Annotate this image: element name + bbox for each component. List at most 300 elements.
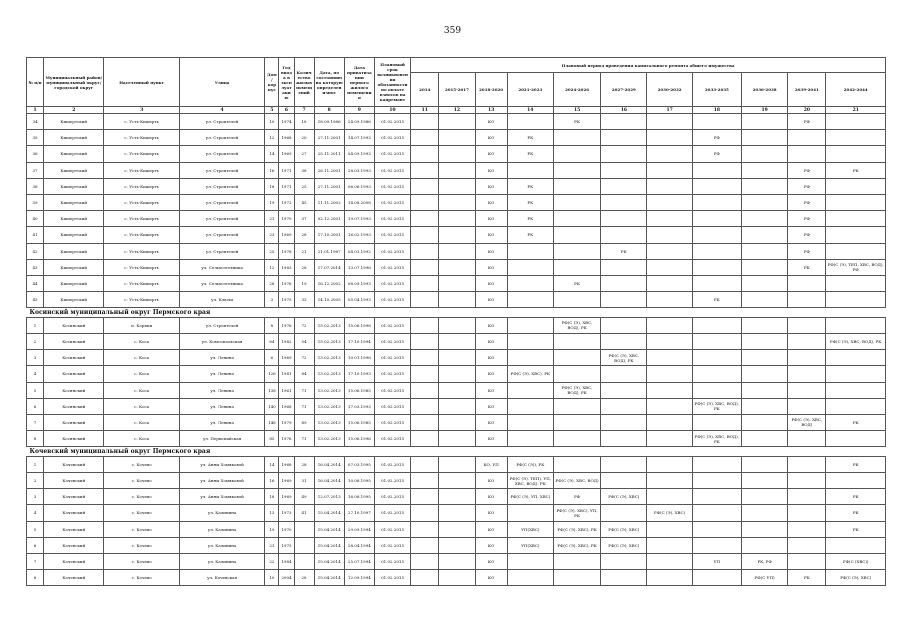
period-mark-cell	[601, 227, 647, 243]
period-mark-cell: КО	[475, 194, 507, 210]
house-cell: 13	[265, 505, 279, 521]
municipality-cell: Кишертский	[44, 178, 104, 194]
table-row	[27, 537, 886, 553]
table-row	[27, 366, 886, 382]
period-mark-cell	[411, 414, 439, 430]
year-cell: 1975	[279, 292, 294, 308]
row-number: 8	[27, 570, 44, 586]
settlement-cell: с. Кочево	[104, 521, 179, 537]
house-cell: 16	[265, 472, 279, 488]
period-mark-cell	[411, 456, 439, 472]
date-state-cell: 15.04.2014	[314, 553, 344, 569]
date-privatization-cell: 28.04.1994	[344, 537, 374, 553]
period-mark-cell: РК	[826, 489, 886, 505]
period-mark-cell	[411, 521, 439, 537]
row-number: 6	[27, 537, 44, 553]
period-mark-cell	[507, 259, 553, 275]
period-mark-cell	[507, 553, 553, 569]
flats-cell: 71	[294, 398, 314, 414]
settlement-cell: с. Усть-Кишерть	[104, 211, 179, 227]
house-cell: 14	[265, 146, 279, 162]
municipality-cell: Кочевский	[44, 553, 104, 569]
period-mark-cell	[601, 317, 647, 333]
street-cell: ул. Калинина	[179, 553, 264, 569]
street-cell: ул. Сельхозтехника	[179, 259, 264, 275]
year-cell: 1978	[279, 243, 294, 259]
period-mark-cell	[741, 162, 787, 178]
column-number: 13	[475, 107, 507, 114]
street-cell: ул. Строителей	[179, 211, 264, 227]
flats-cell: 31	[294, 472, 314, 488]
street-cell: ул. Первомайская	[179, 431, 264, 447]
year-cell: 1971	[279, 178, 294, 194]
period-mark-cell	[439, 553, 475, 569]
period-mark-cell	[826, 398, 886, 414]
period-mark-cell	[411, 431, 439, 447]
date-state-cell: 17.10.2001	[314, 227, 344, 243]
date-privatization-cell: 10.08.1995	[344, 472, 374, 488]
deadline-cell: 01.02.2015	[374, 146, 410, 162]
house-cell: 23	[265, 227, 279, 243]
year-cell: 1975	[279, 537, 294, 553]
table-row	[27, 382, 886, 398]
date-privatization-cell: 16.08.1995	[344, 489, 374, 505]
period-mark-cell: РФ	[788, 194, 826, 210]
date-state-cell: 17.07.2014	[314, 259, 344, 275]
period-mark-cell	[741, 489, 787, 505]
period-mark-cell	[411, 275, 439, 291]
flats-cell: 25	[294, 178, 314, 194]
year-cell: 1982	[279, 333, 294, 349]
period-mark-cell	[826, 366, 886, 382]
period-mark-cell	[692, 275, 741, 291]
municipality-cell: Косинский	[44, 333, 104, 349]
period-mark-cell	[692, 472, 741, 488]
table-row	[27, 398, 886, 414]
period-mark-cell	[411, 333, 439, 349]
period-mark-cell	[647, 317, 692, 333]
period-mark-cell	[439, 146, 475, 162]
table-row	[27, 178, 886, 194]
period-mark-cell: КО	[475, 553, 507, 569]
period-mark-cell	[553, 570, 600, 586]
period-mark-cell	[826, 194, 886, 210]
period-mark-cell	[692, 114, 741, 130]
period-mark-cell	[692, 162, 741, 178]
row-number: 44	[27, 275, 44, 291]
period-mark-cell	[507, 431, 553, 447]
deadline-cell: 01.02.2015	[374, 521, 410, 537]
row-number: 41	[27, 227, 44, 243]
period-mark-cell	[439, 398, 475, 414]
house-cell: 28	[265, 275, 279, 291]
year-cell: 1961	[279, 382, 294, 398]
period-mark-cell	[741, 178, 787, 194]
flats-cell: 37	[294, 211, 314, 227]
period-mark-cell: КО	[475, 243, 507, 259]
row-number: 43	[27, 259, 44, 275]
flats-cell: 84	[294, 366, 314, 382]
period-mark-cell	[439, 130, 475, 146]
period-mark-cell	[741, 456, 787, 472]
period-mark-cell: РФ(С (Э), УП, ХВС)	[507, 489, 553, 505]
period-mark-cell	[411, 130, 439, 146]
street-cell: ул. Строителей	[179, 114, 264, 130]
date-privatization-cell: 14.08.2008	[344, 194, 374, 210]
deadline-cell: 01.02.2015	[374, 130, 410, 146]
date-privatization-cell: 15.06.1998	[344, 317, 374, 333]
settlement-cell: с. Усть-Кишерть	[104, 194, 179, 210]
table-row	[27, 414, 886, 430]
table-row	[27, 317, 886, 333]
period-mark-cell	[439, 162, 475, 178]
period-mark-cell	[826, 211, 886, 227]
period-mark-cell	[507, 333, 553, 349]
house-cell: 10	[265, 114, 279, 130]
municipality-cell: Кишертский	[44, 130, 104, 146]
column-number: 5	[265, 107, 279, 114]
period-mark-cell	[411, 114, 439, 130]
period-mark-cell: РФ	[692, 130, 741, 146]
municipality-cell: Кишертский	[44, 114, 104, 130]
period-mark-cell	[788, 505, 826, 521]
house-cell: 126	[265, 366, 279, 382]
deadline-cell: 01.02.2015	[374, 194, 410, 210]
table-row	[27, 505, 886, 521]
date-privatization-cell: 13.07.1996	[344, 259, 374, 275]
period-mark-cell	[411, 211, 439, 227]
municipality-cell: Косинский	[44, 414, 104, 430]
municipality-cell: Кочевский	[44, 472, 104, 488]
settlement-cell: с. Кочево	[104, 456, 179, 472]
period-mark-cell: РФ	[553, 489, 600, 505]
date-privatization-cell: 17.03.1993	[344, 398, 374, 414]
date-state-cell: 02.12.2001	[314, 211, 344, 227]
flats-cell: 72	[294, 317, 314, 333]
street-cell: ул. Строителей	[179, 317, 264, 333]
period-mark-cell	[601, 456, 647, 472]
flats-cell: 20	[294, 130, 314, 146]
municipality-cell: Кишертский	[44, 243, 104, 259]
period-mark-cell	[741, 292, 787, 308]
date-privatization-cell: 27.10.1997	[344, 505, 374, 521]
period-mark-cell	[507, 243, 553, 259]
period-mark-cell: КО	[475, 431, 507, 447]
period-mark-cell	[553, 146, 600, 162]
flats-cell	[294, 537, 314, 553]
flats-cell: 33	[294, 292, 314, 308]
period-mark-cell: РК	[826, 414, 886, 430]
period-mark-cell	[439, 489, 475, 505]
flats-cell: 18	[294, 114, 314, 130]
settlement-cell: с. Коса	[104, 366, 179, 382]
flats-cell: 45	[294, 194, 314, 210]
flats-cell: 28	[294, 227, 314, 243]
period-mark-cell	[439, 472, 475, 488]
period-mark-cell: УП(ХВС)	[507, 521, 553, 537]
row-number: 3	[27, 350, 44, 366]
period-mark-cell	[601, 570, 647, 586]
period-mark-cell: КО	[475, 227, 507, 243]
flats-cell: 28	[294, 456, 314, 472]
period-mark-cell: РК	[507, 178, 553, 194]
period-mark-cell	[788, 317, 826, 333]
period-mark-cell	[411, 259, 439, 275]
column-number: 3	[104, 107, 179, 114]
period-mark-cell: РФ(С (Э), ХВС)	[601, 521, 647, 537]
period-mark-cell	[692, 211, 741, 227]
period-mark-cell: РК	[553, 114, 600, 130]
period-mark-cell	[788, 366, 826, 382]
capital-repair-register-table	[26, 57, 886, 586]
period-mark-cell: РФ	[788, 227, 826, 243]
house-cell: 19	[265, 521, 279, 537]
date-privatization-cell: 16.02.1993	[344, 227, 374, 243]
period-mark-cell	[788, 275, 826, 291]
period-mark-cell	[647, 431, 692, 447]
date-state-cell: 27.11.2001	[314, 178, 344, 194]
header-street: Улица	[179, 58, 264, 107]
column-number: 17	[647, 107, 692, 114]
table-row	[27, 570, 886, 586]
flats-cell: 41	[294, 505, 314, 521]
year-cell: 1976	[279, 275, 294, 291]
street-cell: ул. Строителей	[179, 227, 264, 243]
municipality-cell: Косинский	[44, 317, 104, 333]
period-mark-cell	[692, 259, 741, 275]
deadline-cell: 01.02.2015	[374, 505, 410, 521]
period-mark-cell	[553, 398, 600, 414]
period-mark-cell: УП	[692, 553, 741, 569]
period-mark-cell	[553, 243, 600, 259]
period-mark-cell: РФ	[788, 178, 826, 194]
table-row	[27, 146, 886, 162]
settlement-cell: с. Коса	[104, 350, 179, 366]
period-mark-cell	[411, 570, 439, 586]
date-privatization-cell: 24.09.1986	[344, 114, 374, 130]
period-mark-cell	[647, 570, 692, 586]
column-number: 9	[344, 107, 374, 114]
flats-cell: 72	[294, 350, 314, 366]
column-number: 4	[179, 107, 264, 114]
settlement-cell: с. Усть-Кишерть	[104, 227, 179, 243]
period-mark-cell: РФ(С (Э), ХВС, ВОД)	[788, 414, 826, 430]
period-mark-cell: РФ	[788, 211, 826, 227]
period-mark-cell	[439, 317, 475, 333]
house-cell: 138	[265, 382, 279, 398]
date-privatization-cell: 14.07.1993	[344, 130, 374, 146]
period-mark-cell: КО	[475, 146, 507, 162]
settlement-cell: с. Усть-Кишерть	[104, 275, 179, 291]
section-header-row	[27, 447, 886, 457]
column-number: 10	[374, 107, 410, 114]
header-period: 2036-2038	[741, 73, 787, 107]
period-mark-cell	[826, 431, 886, 447]
table-row	[27, 162, 886, 178]
period-mark-cell: РФ(С (Э), ХВС, ВОД), РК	[692, 398, 741, 414]
period-mark-cell	[507, 414, 553, 430]
municipality-cell: Кочевский	[44, 489, 104, 505]
period-mark-cell	[692, 537, 741, 553]
period-mark-cell	[741, 333, 787, 349]
period-mark-cell: РФ	[788, 114, 826, 130]
period-mark-cell	[826, 146, 886, 162]
period-mark-cell	[741, 521, 787, 537]
period-mark-cell: РК	[788, 570, 826, 586]
period-mark-cell	[788, 333, 826, 349]
municipality-cell: Косинский	[44, 382, 104, 398]
period-mark-cell	[741, 398, 787, 414]
deadline-cell: 01.02.2015	[374, 431, 410, 447]
period-mark-cell	[692, 178, 741, 194]
period-mark-cell	[647, 489, 692, 505]
header-period: 2039-2041	[788, 73, 826, 107]
municipality-cell: Кишертский	[44, 146, 104, 162]
row-number: 42	[27, 243, 44, 259]
period-mark-cell	[553, 259, 600, 275]
deadline-cell: 01.02.2015	[374, 114, 410, 130]
deadline-cell: 01.02.2015	[374, 366, 410, 382]
period-mark-cell	[788, 489, 826, 505]
year-cell: 1969	[279, 489, 294, 505]
municipality-cell: Кишертский	[44, 227, 104, 243]
date-privatization-cell: 17.10.1993	[344, 366, 374, 382]
period-mark-cell	[826, 275, 886, 291]
period-mark-cell	[741, 227, 787, 243]
year-cell: 1976	[279, 317, 294, 333]
house-cell: 85	[265, 431, 279, 447]
settlement-cell: с. Кочево	[104, 489, 179, 505]
settlement-cell: с. Кочево	[104, 505, 179, 521]
period-mark-cell	[692, 521, 741, 537]
year-cell: 1979	[279, 414, 294, 430]
table-row	[27, 259, 886, 275]
flats-cell: 89	[294, 414, 314, 430]
street-cell: ул. Ленина	[179, 382, 264, 398]
period-mark-cell: РК	[507, 227, 553, 243]
column-number: 18	[692, 107, 741, 114]
period-mark-cell	[647, 472, 692, 488]
settlement-cell: с. Усть-Кишерть	[104, 114, 179, 130]
period-mark-cell	[647, 350, 692, 366]
street-cell: ул. Строителей	[179, 243, 264, 259]
period-mark-cell	[788, 537, 826, 553]
flats-cell: 54	[294, 333, 314, 349]
date-privatization-cell: 28.03.1993	[344, 162, 374, 178]
period-mark-cell	[601, 130, 647, 146]
header-flats: Количество жилых помещений	[294, 58, 314, 107]
date-privatization-cell: 25.07.1994	[344, 553, 374, 569]
table-row	[27, 243, 886, 259]
period-mark-cell	[826, 472, 886, 488]
period-mark-cell	[741, 275, 787, 291]
period-mark-cell: КО	[475, 162, 507, 178]
date-state-cell: 13.02.2013	[314, 350, 344, 366]
municipality-cell: Косинский	[44, 398, 104, 414]
date-state-cell: 13.02.2013	[314, 382, 344, 398]
period-mark-cell	[439, 350, 475, 366]
period-mark-cell	[553, 211, 600, 227]
period-mark-cell	[507, 570, 553, 586]
section-title: Кочевский муниципальный округ Пермского края	[27, 447, 886, 457]
period-mark-cell	[507, 162, 553, 178]
period-mark-cell	[553, 178, 600, 194]
settlement-cell: с. Усть-Кишерть	[104, 259, 179, 275]
deadline-cell: 01.02.2015	[374, 570, 410, 586]
period-mark-cell	[741, 146, 787, 162]
period-mark-cell: РФ(С (Э), ХВС)	[647, 505, 692, 521]
year-cell: 1969	[279, 472, 294, 488]
period-mark-cell	[741, 130, 787, 146]
year-cell: 1973	[279, 505, 294, 521]
period-mark-cell	[647, 130, 692, 146]
settlement-cell: с. Усть-Кишерть	[104, 162, 179, 178]
column-number: 19	[741, 107, 787, 114]
street-cell: ул. Строителей	[179, 178, 264, 194]
house-cell: 16	[265, 162, 279, 178]
header-period: 2042-2044	[826, 73, 886, 107]
municipality-cell: Кочевский	[44, 505, 104, 521]
street-cell: ул. Калинина	[179, 537, 264, 553]
house-cell: 8	[265, 317, 279, 333]
period-mark-cell	[601, 259, 647, 275]
row-number: 1	[27, 317, 44, 333]
deadline-cell: 01.02.2015	[374, 227, 410, 243]
period-mark-cell	[553, 553, 600, 569]
municipality-cell: Кишертский	[44, 162, 104, 178]
period-mark-cell	[411, 243, 439, 259]
year-cell: 1972	[279, 194, 294, 210]
period-mark-cell	[601, 162, 647, 178]
street-cell: ул. Анны Хомяковой	[179, 489, 264, 505]
period-mark-cell	[411, 553, 439, 569]
municipality-cell: Кочевский	[44, 570, 104, 586]
municipality-cell: Кишертский	[44, 292, 104, 308]
period-mark-cell	[439, 275, 475, 291]
municipality-cell: Кишертский	[44, 194, 104, 210]
settlement-cell: п. Коряки	[104, 317, 179, 333]
row-number: 7	[27, 553, 44, 569]
period-mark-cell	[507, 350, 553, 366]
header-period: 2014	[411, 73, 439, 107]
period-mark-cell	[826, 227, 886, 243]
period-mark-cell	[601, 114, 647, 130]
period-mark-cell	[692, 317, 741, 333]
period-mark-cell	[741, 317, 787, 333]
period-mark-cell	[601, 398, 647, 414]
period-mark-cell	[439, 366, 475, 382]
deadline-cell: 01.02.2015	[374, 456, 410, 472]
flats-cell: 21	[294, 243, 314, 259]
period-mark-cell: РФ(С УП)	[741, 570, 787, 586]
row-number: 6	[27, 398, 44, 414]
period-mark-cell	[826, 114, 886, 130]
period-mark-cell	[601, 366, 647, 382]
column-number: 6	[279, 107, 294, 114]
header-period: 2027-2029	[601, 73, 647, 107]
period-mark-cell	[788, 521, 826, 537]
deadline-cell: 01.02.2015	[374, 259, 410, 275]
period-mark-cell	[507, 292, 553, 308]
row-number: 4	[27, 505, 44, 521]
period-mark-cell: РФ	[692, 146, 741, 162]
period-mark-cell	[741, 382, 787, 398]
period-mark-cell: КО	[475, 275, 507, 291]
settlement-cell: с. Усть-Кишерть	[104, 292, 179, 308]
period-mark-cell	[826, 350, 886, 366]
period-mark-cell: РК	[788, 259, 826, 275]
header-period: 2033-2035	[692, 73, 741, 107]
